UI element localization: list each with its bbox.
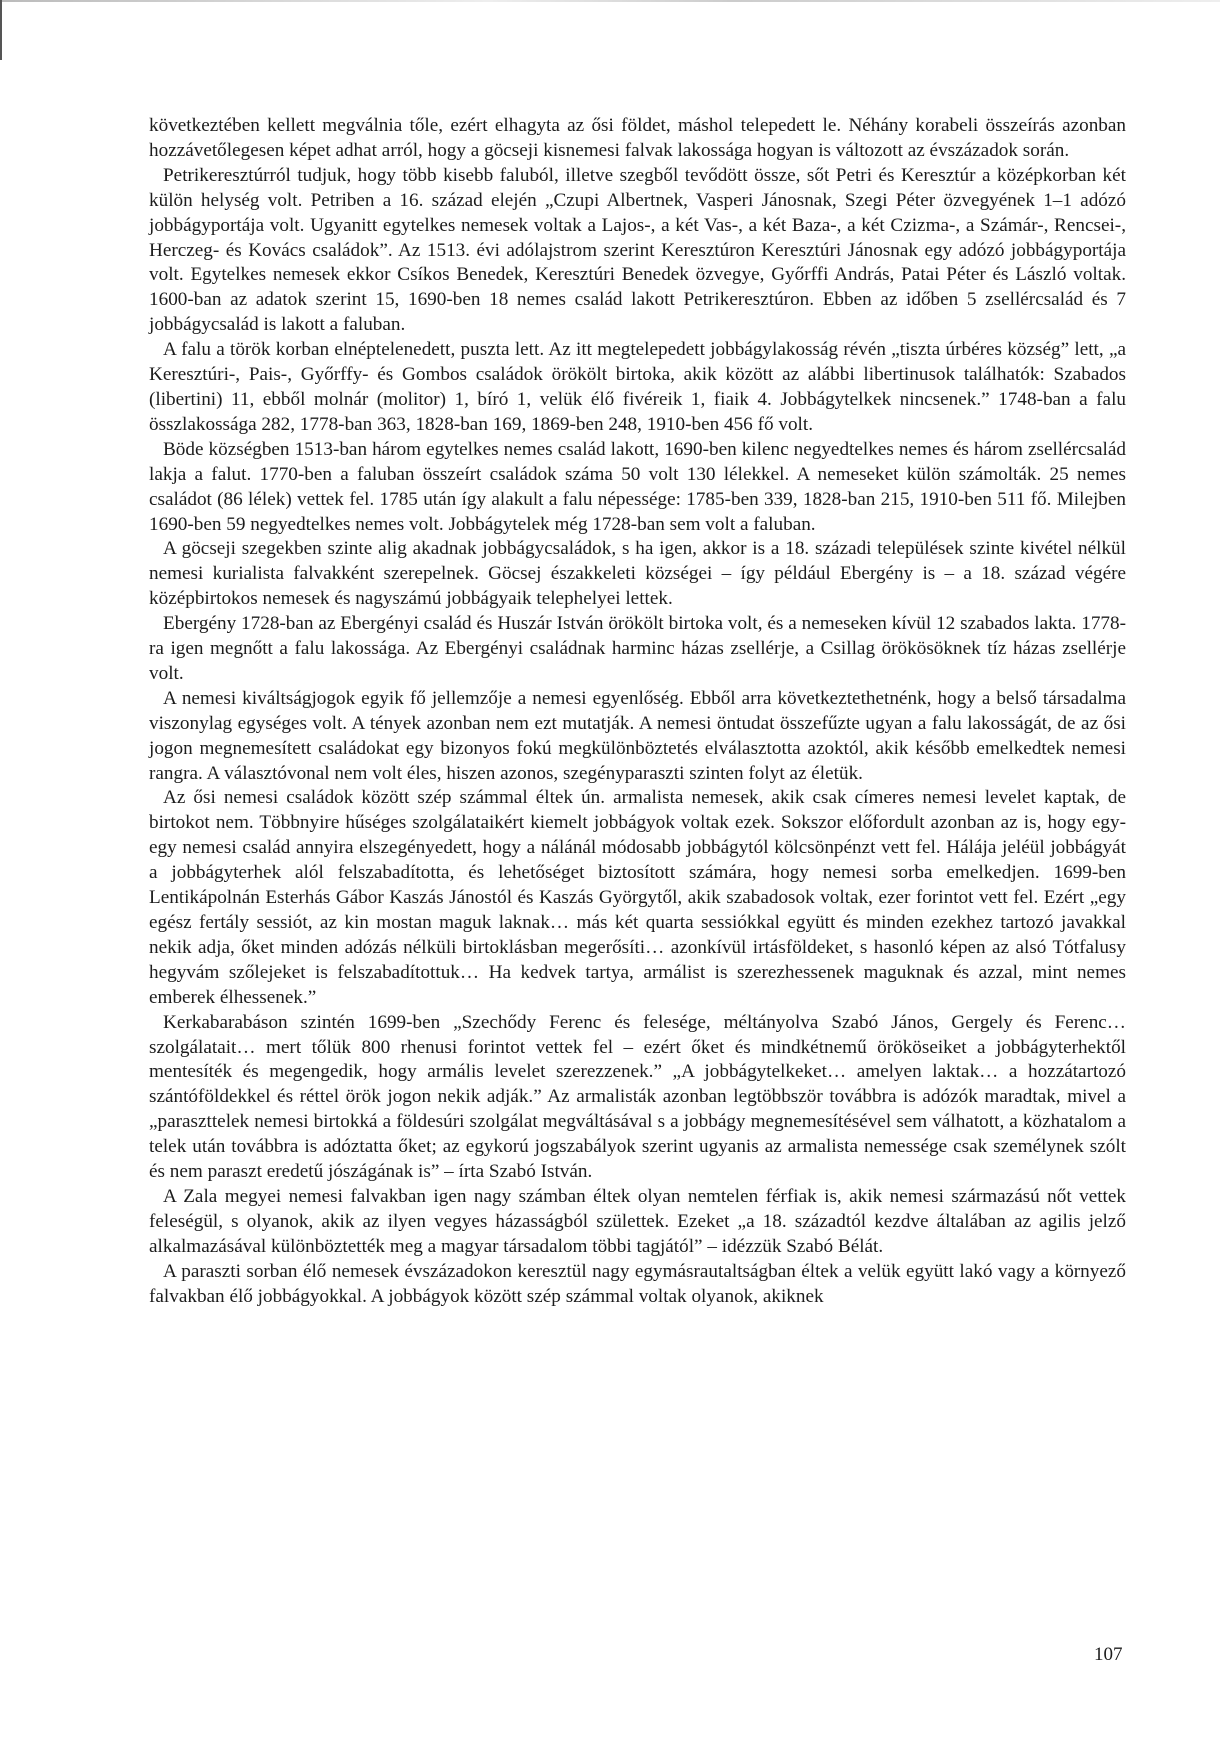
- paragraph-gocseji-szegek: A göcseji szegekben szinte alig akadnak jobbágycsaládok, s ha igen, akkor is a 18. századi települések szinte kivétel nélkül nemesi kurialista falvakként szerepelnek. Göcsej északkeleti községei – így például Ebergény is – a 18. század végére középbirtokos nemesek és nagyszámú jobbágyaik telephelyei lettek.: [149, 538, 1126, 610]
- paragraph-bode: Böde községben 1513-ban három egytelkes nemes család lakott, 1690-ben kilenc negyedtelkes nemes és három zsellércsalád lakja a falut. 1770-ben a faluban összeírt családok száma 50 volt 130 lélekkel. A nemeseket külön számolták. 25 nemes családot (86 lélek) vettek fel. 1785 után így alakult a falu népessége: 1785-ben 339, 1828-ban 215, 1910-ben 511 fő. Milejben 1690-ben 59 negyedtelkes nemes volt. Jobbágytelek még 1728-ban sem volt a faluban.: [149, 438, 1126, 535]
- page-number: 107: [1094, 1644, 1123, 1665]
- paragraph-petrikeresztur: Petrikeresztúrról tudjuk, hogy több kisebb faluból, illetve szegből tevődött össze, sőt Petri és Keresztúr a középkorban két külön helység volt. Petriben a 16. század elején „Czupi Albertnek, Vasperi Jánosnak, Szegi Péter özvegyének 1–1 adózó jobbágyportája volt. Ugyanitt egytelkes nemesek voltak a Lajos-, a két Vas-, a két Baza-, a két Czizma-, a Számár-, Rencsei-, Herczeg- és Kovács családok”. Az 1513. évi adólajstrom szerint Keresztúron Keresztúri Jánosnak egy adózó jobbágyportája volt. Egytelkes nemesek ekkor Csíkos Benedek, Keresztúri Benedek özvegye, Győrffi András, Patai Péter és László voltak. 1600-ban az adatok szerint 15, 1690-ben 18 nemes család lakott Petrikeresztúron. Ebben az időben 5 zsellércsalád és 7 jobbágycsalád is lakott a faluban.: [149, 164, 1126, 336]
- paragraph-continuation: következtében kellett megválnia tőle, ezért elhagyta az ősi földet, máshol telepedett le. Néhány korabeli összeírás azonban hozzávetőlegesen képet adhat arról, hogy a göcseji kisnemesi falvak lakossága hogyan is változott az évszázadok során.: [149, 115, 1126, 161]
- paragraph-nemesi-egyenloseg: A nemesi kiváltságjogok egyik fő jellemzője a nemesi egyenlőség. Ebből arra következtethetnénk, hogy a belső társadalma viszonylag egységes volt. A tények azonban nem ezt mutatják. A nemesi öntudat összefűzte ugyan a falu lakosságát, de az ősi jogon megnemesített családokat egy bizonyos fokú megkülönböztetés elválasztotta azoktól, akik később emelkedtek nemesi rangra. A választóvonal nem volt éles, hiszen azonos, szegényparaszti szinten folyt az életük.: [149, 687, 1126, 784]
- paragraph-ebergeny: Ebergény 1728-ban az Ebergényi család és Huszár István örökölt birtoka volt, és a nemeseken kívül 12 szabados lakta. 1778-ra igen megnőtt a falu lakossága. Az Ebergényi családnak harminc házas zsellérje, a Csillag örökösöknek tíz házas zsellérje volt.: [149, 613, 1126, 684]
- paragraph-paraszti-sor: A paraszti sorban élő nemesek évszázadokon keresztül nagy egymásrautaltságban éltek a velük együtt lakó vagy a környező falvakban élő jobbágyokkal. A jobbágyok között szép számmal voltak olyanok, akiknek: [149, 1260, 1126, 1307]
- paragraph-kerkabarabas: Kerkabarabáson szintén 1699-ben „Szechődy Ferenc és felesége, méltányolva Szabó János, Gergely és Ferenc… szolgálatait… mert tőlük 800 rhenusi forintot vettek fel – ezért őket és mindkétnemű örököseiket a jobbágyterhektől mentesíték és megengedik, hogy armális levelet szerezzenek.” „A jobbágytelkeket… amelyen laktak… a hozzátartozó szántóföldekkel és réttel örök jogon nekik adják.” Az armalisták azonban legtöbbször továbbra is adózók maradtak, mivel a „paraszttelek nemesi birtokká a földesúri szolgálat megváltásával s a jobbágy megnemesítésével sem válhatott, a közhatalom a telek után továbbra is adóztatta őket; az egykorú jogszabályok szerint ugyanis az armalista nemessége csak személynek szólt és nem paraszt eredetű jószágának is” – írta Szabó István.: [149, 1011, 1126, 1183]
- paragraph-armalista-nemesek: Az ősi nemesi családok között szép számmal éltek ún. armalista nemesek, akik csak címeres nemesi levelet kaptak, de birtokot nem. Többnyire hűséges szolgálataikért kiemelt jobbágyok voltak ezek. Sokszor előfordult azonban az is, hogy egy-egy nemesi család annyira elszegényedett, hogy a nálánál módosabb jobbágytól kölcsönpénzt vett fel. Hálája jeléül jobbágyát a jobbágyterhek alól felszabadította, és lehetőséget biztosított számára, hogy nemesi sorba emelkedjen. 1699-ben Lentikápolnán Esterhás Gábor Kaszás Jánostól és Kaszás Györgytől, akik szabadosok voltak, ezer forintot vett fel. Ezért „egy egész fertály sessiót, az kin mostan maguk laknak… más két quarta sessiókkal együtt és minden ezekhez tartozó javakkal nekik adja, őket minden adózás nélküli birtoklásban megerősíti… azonkívül irtásföldeket, s hasonló képen az alsó Tótfalusy hegyvám szőlejeket is felszabadítottuk… Ha kedvek tartya, armálist is szerezhessenek maguknak és azzal, mint nemes emberek élhessenek.”: [149, 787, 1126, 1008]
- scan-top-edge: [0, 0, 1220, 2]
- paragraph-zala-megye: A Zala megyei nemesi falvakban igen nagy számban éltek olyan nemtelen férfiak is, akik nemesi származású nőt vettek feleségül, s olyanok, akik az ilyen vegyes házasságból születtek. Ezeket „a 18. századtól kezdve általában az agilis jelző alkalmazásával különböztették meg a magyar társadalom többi tagjától” – idézzük Szabó Bélát.: [149, 1185, 1126, 1257]
- paragraph-torok-kor: A falu a török korban elnéptelenedett, puszta lett. Az itt megtelepedett jobbágylakosság révén „tiszta úrbéres község” lett, „a Keresztúri-, Pais-, Győrffy- és Gombos családok örökölt birtoka, akik között az alábbi libertinusok találhatók: Szabados (libertini) 11, ebből molnár (molitor) 1, bíró 1, velük élő fivéreik 1, fiaik 4. Jobbágytelkek nincsenek.” 1748-ban a falu összlakossága 282, 1778-ban 363, 1828-ban 169, 1869-ben 248, 1910-ben 456 fő volt.: [149, 339, 1126, 435]
- page-body: [149, 114, 1126, 1310]
- scan-left-edge: [0, 0, 2, 60]
